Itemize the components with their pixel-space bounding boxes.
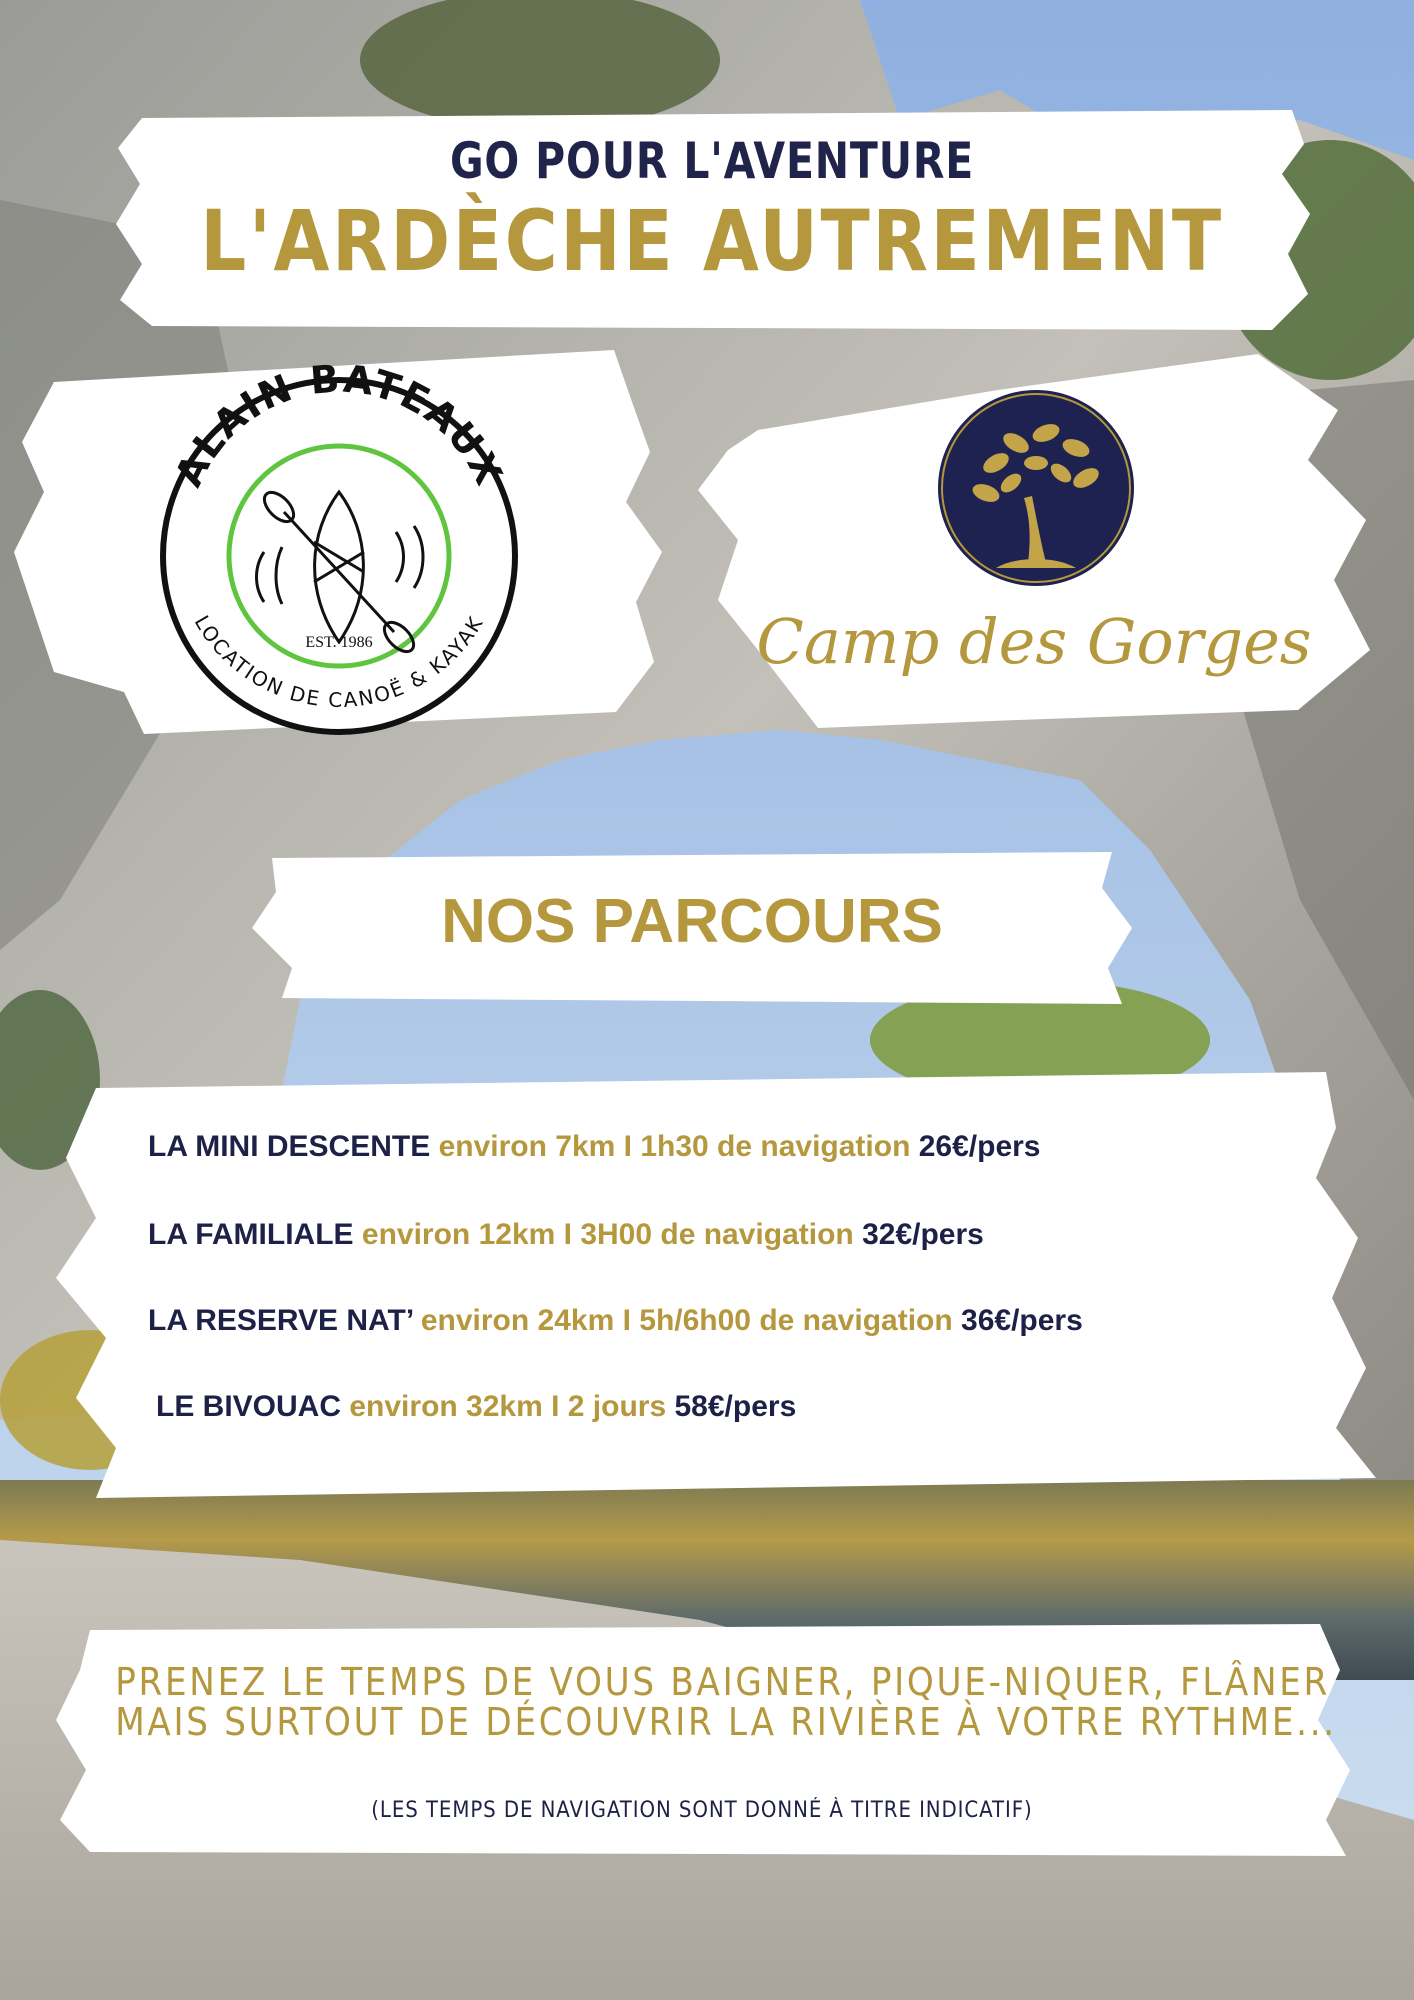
route-desc: environ 12km I 3H00 de navigation — [361, 1218, 854, 1251]
route-item — [148, 1130, 1041, 1164]
alain-bateaux-logo — [14, 342, 664, 738]
header-subtitle: GO POUR L'AVENTURE — [449, 132, 975, 190]
tree-icon — [936, 388, 1136, 588]
route-item — [156, 1390, 796, 1424]
routes-heading: NOS PARCOURS — [441, 887, 943, 956]
route-name: LA FAMILIALE — [148, 1218, 354, 1251]
routes-list-banner — [36, 1068, 1376, 1500]
route-item — [148, 1304, 1083, 1338]
route-price: 32€/pers — [862, 1218, 984, 1251]
route-price: 58€/pers — [674, 1390, 797, 1423]
footer-tagline — [115, 1660, 1337, 1745]
route-name: LA RESERVE NAT’ — [148, 1304, 413, 1337]
route-desc: environ 32km I 2 jours — [349, 1390, 667, 1423]
footer-banner — [50, 1620, 1354, 1860]
footer-note: (LES TEMPS DE NAVIGATION SONT DONNÉ À TITRE INDICATIF) — [371, 1798, 1033, 1823]
camp-logo-name: Camp des Gorges — [756, 605, 1312, 678]
camp-des-gorges-logo-card — [698, 350, 1370, 730]
route-name: LE BIVOUAC — [156, 1390, 342, 1423]
route-name: LA MINI DESCENTE — [148, 1130, 431, 1163]
page-title: L'ARDÈCHE AUTREMENT — [200, 192, 1224, 290]
route-desc: environ 24km I 5h/6h00 de navigation — [420, 1304, 953, 1337]
alain-bateaux-logo-card — [14, 342, 664, 738]
route-price: 26€/pers — [918, 1130, 1041, 1163]
route-item — [148, 1218, 984, 1252]
footer-tagline-line1: PRENEZ LE TEMPS DE VOUS BAIGNER, PIQUE-NIQUER, FLÂNER — [115, 1660, 1331, 1704]
routes-heading-banner — [252, 848, 1132, 1008]
route-desc: environ 7km I 1h30 de navigation — [438, 1130, 911, 1163]
alain-logo-tagline: LOCATION DE CANOË & KAYAK — [189, 611, 489, 713]
route-price: 36€/pers — [961, 1304, 1083, 1337]
footer-tagline-line2: MAIS SURTOUT DE DÉCOUVRIR LA RIVIÈRE À VOTRE RYTHME... — [115, 1700, 1337, 1745]
header-banner — [112, 104, 1312, 336]
alain-logo-name: ALAIN BATEAUX — [166, 356, 512, 494]
alain-logo-est: EST. 1986 — [305, 634, 373, 651]
